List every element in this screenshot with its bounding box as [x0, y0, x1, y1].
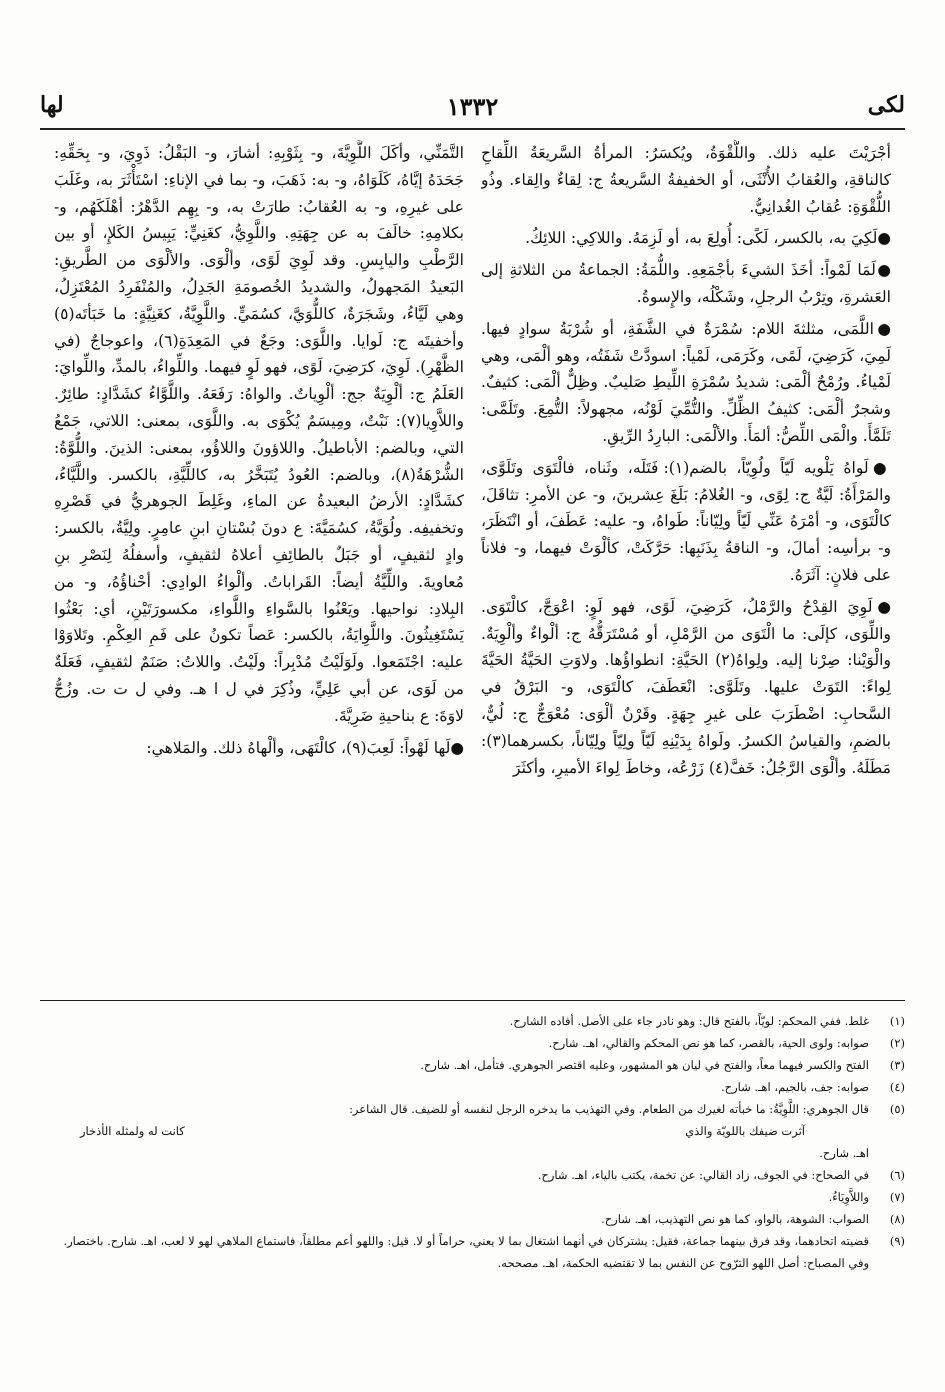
footnote: [40, 1230, 905, 1274]
footnotes: [40, 1010, 905, 1274]
entry-paragraph: ●لَوِيَ القِدْحُ والرَّمْلُ، كَرَضِيَ، لَوًى، فهو لَوٍ: اعْوَجَّ، كالْتَوَى. واللِّوَى، كإلَى: ما الْتَوَى من الرَّمْلِ، أو مُسْتَرَقُّهُ ج: ألْواءٌ وألْوِيَةٌ. والْوَيْنا: صِرْنا إليه. ولِواهُ(٢) الحَيَّةِ: انطواؤُها. ولاوَتِ الحَيَّةُ الحَيَّةَ لِواءً: التَوَتْ عليها. وتَلَوَّى: انْعَطَفَ، كالْتَوَى، و- البَرْقُ في السَّحابِ: اضْطَرَبَ على غيرِ جِهَةٍ. وقَرْنٌ ألْوَى: مُعْوَجٌّ ج: لُيٌّ، بالضمِ، والقياسُ الكسرُ. ولَواهُ بِدَيْنِهِ لَيّاً ولِيّاً ولِيّاناً، بكسرهما(٣): مَطَلَهُ. وألْوَى الرَّجُلُ: خَفَّ(٤) زَرْعُه، وخاطَ لِواءَ الأميرِ، وأكثَرَ: [481, 597, 891, 777]
footnote: [40, 1186, 905, 1208]
footnote: [40, 1054, 905, 1076]
footnote-text: واللاَّوِيَاءُ.: [828, 1190, 869, 1204]
footnote-number: (١): [889, 1014, 905, 1028]
entry-paragraph: أجْرَيْتَ عليه ذلك. واللُّقْوَةُ، ويُكسَرُ: المرأةُ السَّريعَةُ اللِّقاحِ كالناقةِ، والعُقابُ الأُنْثَى، أو الخفيفةُ السَّريعةُ ج: لِقاءٌ والِقاء. وذُو اللُّقْوَةِ: عُقابُ الغُدانِيُّ.: [481, 144, 891, 216]
footnote-rule: [40, 1000, 905, 1001]
footnote-number: (٧): [889, 1190, 905, 1204]
footnote: [40, 1098, 905, 1120]
footnote: [40, 1076, 905, 1098]
footnote: [40, 1208, 905, 1230]
footnote-text: في الصحاح: في الجوف، زاد القالي: عن تخمة، يكتب بالياء، اهـ. شارح.: [537, 1168, 869, 1182]
footnote-number: (٦): [889, 1168, 905, 1182]
footnote-number: (٨): [889, 1212, 905, 1226]
footnote-number: (٢): [889, 1036, 905, 1050]
right-column: [481, 140, 891, 985]
verse-attribution: [40, 1142, 905, 1164]
footnote: [40, 1032, 905, 1054]
verse-first-hemistich: آثرت ضيفك باللويّة والذي: [685, 1124, 805, 1138]
left-column: [54, 140, 464, 985]
header-rule: [40, 128, 905, 130]
page-number: ١٣٣٢: [446, 92, 499, 121]
footnote-text: قال الجوهري: اللَّوِيَّةُ: ما خبأته لغيرك من الطعام. وفي التهذيب ما يدخره الرجل لنفسه أو للضيف. قال الشاعر:: [349, 1102, 869, 1116]
header-last-word: لها: [40, 92, 64, 118]
footnote-number: (٥): [889, 1102, 905, 1116]
poem-verse: [40, 1120, 905, 1142]
footnote-text: قضيته اتحادهما، وقد فرق بينهما جماعة، فقيل: يشتركان في أنهما اشتغال بما لا يعني، حراماً أو لا. قيل: واللهو أعم مطلقاً، فاستماع الملاهي لهو لا لعب، اهـ. شارح. باختصار. وفي المصباح: أصل اللهو الترّوح عن النفس بما لا تقتضيه الحكمة، اهـ. مصححه.: [63, 1234, 869, 1270]
footnote-number: (٩): [889, 1234, 905, 1248]
footnote-text: غلط. ففي المحكم: لويّاً، بالفتح قال: وهو نادر جاء على الأصل. أفاده الشارح.: [509, 1014, 869, 1028]
entry-paragraph: ●لَها لَهْواً: لَعِبَ(٩)، كالْتَهَى، وألْهاهُ ذلك. والمَلاهي:: [146, 738, 464, 757]
footnote-number: (٣): [889, 1058, 905, 1072]
footnote-text: صوابه: جف، بالجيم، اهـ. شارح.: [720, 1080, 869, 1094]
entry-paragraph: ●لَمَا لَمْواً: أخَذَ الشيءَ بأجْمَعِهِ. واللُّمَةُ: الجماعةُ من الثلاثةِ إلى العَشرةِ، وتِرْبُ الرجلِ، وشَكْلُه، والإِسوةُ.: [481, 261, 891, 306]
entry-paragraph: ●لَواهُ يَلْويه لَيّاً ولُوِيّاً، بالضم(١): فَتَلَه، وثَناه، فالْتَوَى وتَلَوَّى، والمَرْأَةُ: لَيَّةٌ ج: لِوًى، و- الغُلامُ: بَلَغَ عِشرينَ، و- عن الأمرِ: تثاقَلَ، كالْتَوَى، و- أمْرَهُ عَنِّي لَيّاً ولِيّاناً: طَواهُ، و- عليه: عَطَفَ، أو انْتَظَرَ، و- برأسِه: أمالَ، و- الناقةُ بِذَنَبِها: حَرَّكَتْ، كألْوَتْ فيهما، و- فلاناً على فلانٍ: آثَرَهُ.: [481, 458, 891, 584]
attribution-text: اهـ. شارح.: [819, 1146, 869, 1160]
footnote-text: الصواب: الشوهة، بالواو، كما هو نص التهذيب، اهـ. شارح.: [601, 1212, 869, 1226]
header-root-word: لكى: [867, 92, 905, 118]
footnote-text: الفتح والكسر فيهما معاً، والفتح في ليان هو المشهور، وعليه اقتصر الجوهري. فتأمل، اهـ. شارح.: [420, 1058, 869, 1072]
footnote: [40, 1164, 905, 1186]
entry-paragraph: ●لَكِيَ به، بالكسر، لَكًى: أُولِعَ به، أو لَزِمَهُ. واللاكِي: اللائِكُ.: [525, 229, 891, 248]
page-header: [40, 92, 905, 128]
footnote-text: صوابه: ولوى الحية، بالقصر، كما هو نص المحكم والقالي، اهـ. شارح.: [548, 1036, 869, 1050]
footnote: [40, 1010, 905, 1032]
entry-paragraph: ●اللَّمَى، مثلثةَ اللام: سُمْرَةٌ في الشَّفَةِ، أو شُرْبَةُ سوادٍ فيها. لَمِيَ، كَرَضِيَ، لَمًى، وكَرَمَى، لَمْياً: اسودَّتْ شَفَتُه، وهو ألْمَى، وهي لَمْياءُ. ورُمْحٌ ألْمَى: شديدُ سُمْرَةِ اللِّيطِ صَليبٌ. وظِلٌّ ألْمَى: كثيفٌ. وشجرٌ ألْمَى: كثيفُ الظِّلِّ. والتُّمِّيَ لَوْنُه، مجهولاً: التُّمِعَ. وتَلَمَّى: تَلَمَّأَ. والْمَى اللِّصُّ: ألمَأَ. والألْمَى: البارِدُ الرِّيقِ.: [481, 319, 891, 445]
footnote-number: (٤): [889, 1080, 905, 1094]
verse-second-hemistich: كانت له ولمثله الأذخار: [80, 1124, 185, 1138]
entry-paragraph: التَّمَنِّي، وأكَلَ اللَّوِيَّةَ، و- بِثَوْبِهِ: أشارَ، و- البَقْلُ: ذَوِيَ، و- بِحَقِّهِ: جَحَدَهُ إيَّاهُ، كَلَوَاهُ، و- به: ذَهَبَ، و- بما في الإناءِ: اسْتَأْثَرَ به، وغَلَبَ على غيرِهِ، و- به العُقابُ: طارَتْ به، و- بِهِم الدَّهْرُ: أهْلَكَهُم، و- بكلامِهِ: خالَفَ به عن جِهَتِهِ. واللَّوِيُّ، كغَنِيٍّ: يَبِيسُ الكَلإِ، أو بين الرَّطْبِ واليابِسِ. وقد لَوِيَ لَوًى، وألْوَى. والألْوَى من الطَّريقِ: البَعيدُ المَجهولُ، والشديدُ الخُصومَةِ الجَدِلُ، والمُنْفَرِدُ المُعْتَزِلُ، وهي لَيَّاءُ، وشَجَرَةٌ، كاللُّوَيَّ، كسُمَيٍّ. واللَّوِيَّةُ، كغَنِيَّةٍ: ما خَبَأتَه(٥) وأخفيتَه ج: لَوايا. واللَّوَى: وجَعٌ في المَعِدَةِ(٦)، واعوجاجٌ (في الظَّهْرِ). لَوِيَ، كرَضِيَ، لَوًى، فهو لَوٍ فيهما. واللِّواءُ، بالمدِّ، واللِّوايَ: العَلَمُ ج: ألْوِيَةٌ جج: ألْوِياتٌ. والواهُ: رَفَعَهُ. واللَّوَّاءُ كشَدَّادٍ: طائِرٌ. واللاَّوِيا(٧): نَبْتٌ، ومِيسَمٌ يُكْوَى به. واللَّوَى، بمعنى: اللاتي، جَمْعُ التي، وبالضم: الأباطيلُ. واللاؤونَ واللاؤُو، بمعنى: الذينَ. واللُّوَّةُ: الشُّرْهَةُ(٨)، وبالضم: العُودُ يُتَبَخَّرُ به، كاللِّيَّةِ، بالكسر. واللَّيَّاءُ، كشَدَّادٍ: الأرضُ البعيدةُ عن الماءِ، وغَلِطَ الجوهريُّ في قَصْرِهِ وتخفيفِه. ولُوَيَّةُ، كسُمَيَّةَ: ع دونَ بُسْتانِ ابنِ عامِرٍ. ولِيَّةُ، بالكسر: وادٍ لثقيفٍ، أو جَبَلٌ بالطائِفِ أعلاهُ لثقيفٍ، وأسفلُهُ لِنَصْرِ بنِ مُعاويةَ. واللِّيَّةُ أيضاً: القَراباتُ. وألْواءُ الوادِي: أحْناؤُهُ، و- من البِلادِ: نواحيها. ويَعْنُوا بالسَّواءِ واللَّواءِ، مكسورَتَيْنِ، أي: بَعْثُوا يَسْتَغِيثُونَ. واللَّوِايَةُ، بالكسر: عَصاً تكونُ على فَمِ العِكْمِ. وتَلاوَوْا عليه: اجْتَمَعوا. ولَوَلَيْتُ مُدْبِراً: ولَيْتُ. واللاتُ: صَنَمٌ لثقيفٍ، فَعَلَةٌ من لَوَى، عن أبي عَلِيٍّ، وذُكِرَ في ل ا هـ. وفي ل ت ت. وزُجُّ لاوَةَ: ع بناحيةِ ضَرِيَّةَ.: [54, 144, 464, 725]
